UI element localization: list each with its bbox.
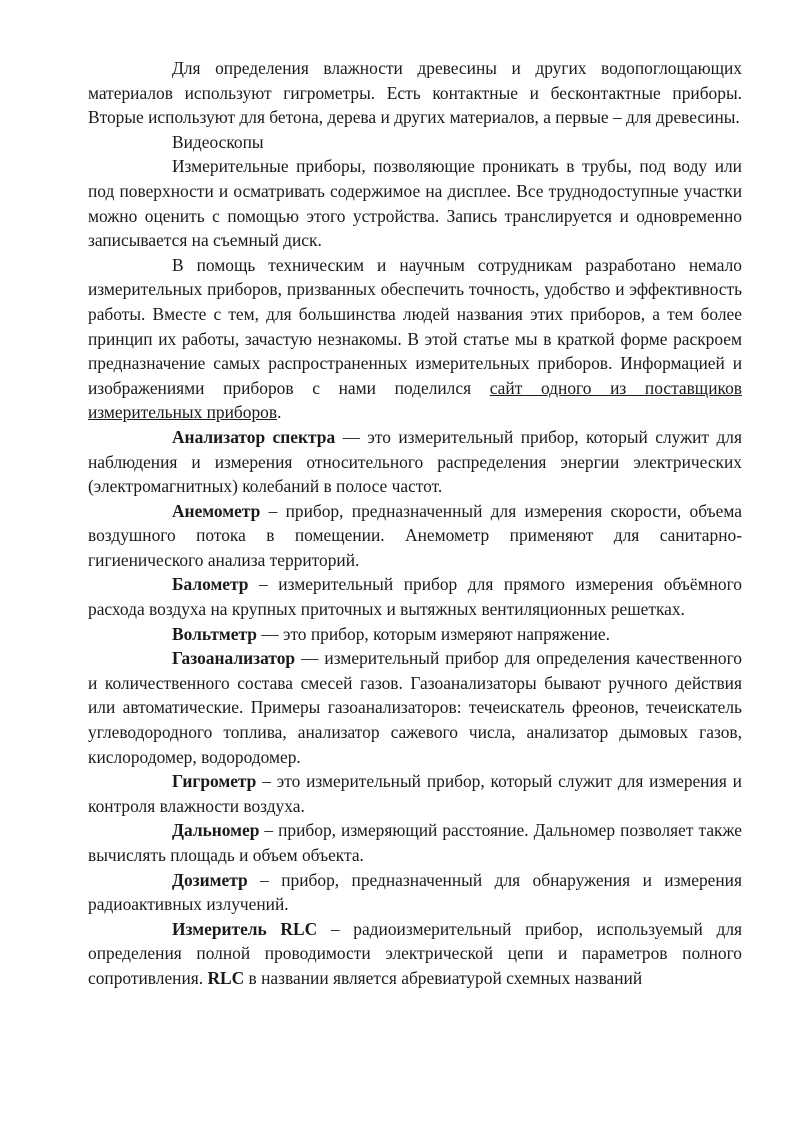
entry-text: – измерительный прибор для прямого измерения объёмного расхода воздуха на крупных приточных и вытяжных вентиляционных решетках.	[88, 574, 742, 620]
paragraph-videoscopes-heading: Видеоскопы	[172, 131, 264, 152]
entry-term: Анализатор спектра	[172, 426, 336, 447]
entry-hygrometer	[88, 769, 742, 818]
entry-dosimeter	[88, 868, 742, 917]
supplier-link[interactable]: сайт одного из поставщиков измерительных приборов	[88, 377, 742, 423]
entry-text: – радиоизмерительный прибор, используемый для определения полной проводимости электрической цепи и параметров полного сопротивления.	[88, 918, 742, 988]
entry-anemometer	[88, 499, 742, 573]
entry-term: Анемометр	[172, 500, 261, 521]
entry-term: Вольтметр	[172, 623, 257, 644]
entry-text: — это измерительный прибор, который служит для наблюдения и измерения относительного распределения энергии электрических (электромагнитных) колебаний в полосе частот.	[88, 426, 742, 497]
entry-text: — это прибор, которым измеряют напряжение.	[256, 623, 610, 644]
entry-voltmeter	[88, 622, 742, 647]
rlc-abbreviation: RLC	[207, 967, 245, 988]
entry-text: – прибор, предназначенный для измерения скорости, объема воздушного потока в помещении. Анемометр применяют для санитарно-гигиенического анализа территорий.	[88, 500, 742, 570]
paragraph-intro	[88, 253, 742, 425]
entry-text: – это измерительный прибор, который служит для измерения и контроля влажности воздуха.	[88, 771, 742, 816]
entry-term: Измеритель RLC	[172, 918, 318, 939]
document-page	[88, 56, 742, 991]
paragraph-hygrometer-usage: Для определения влажности древесины и других водопоглощающих материалов используют гигрометры. Есть контактные и бесконтактные приборы. Вторые используют для бетона, дерева и других материалов, а первые – для древесины.	[88, 58, 742, 128]
entry-term: Газоанализатор	[172, 648, 296, 669]
entry-rangefinder	[88, 818, 742, 867]
entry-text: — измерительный прибор для определения качественного и количественного состава смесей газов. Газоанализаторы бывают ручного действия или автоматические. Примеры газоанализаторов: течеискатель фреонов, течеискатель углеводородного топлива, анализатор сажевого числа, анализатор дымовых газов, кислородомер, водородомер.	[88, 648, 742, 767]
entry-text-continued: в названии является абревиатурой схемных названий	[244, 967, 643, 988]
paragraph-videoscopes: Измерительные приборы, позволяющие проникать в трубы, под воду или под поверхности и осматривать содержимое на дисплее. Все труднодоступные участки можно оценить с помощью этого устройства. Запись транслируется и одновременно записывается на съемный диск.	[88, 156, 742, 251]
entry-rlc-meter	[88, 917, 742, 991]
entry-term: Гигрометр	[172, 771, 257, 792]
entry-gas-analyzer	[88, 646, 742, 769]
entry-term: Дальномер	[172, 820, 260, 841]
entry-balometer	[88, 572, 742, 621]
entry-text: – прибор, предназначенный для обнаружения и измерения радиоактивных излучений.	[88, 869, 742, 915]
entry-term: Балометр	[172, 574, 249, 595]
entry-spectrum-analyzer	[88, 425, 742, 499]
intro-end: .	[277, 402, 282, 423]
entry-text: – прибор, измеряющий расстояние. Дальномер позволяет также вычислять площадь и объем объекта.	[88, 820, 742, 865]
entry-term: Дозиметр	[172, 869, 248, 890]
intro-text: В помощь техническим и научным сотрудникам разработано немало измерительных приборов, призванных обеспечить точность, удобство и эффективность работы. Вместе с тем, для большинства людей названия этих приборов, а тем более принцип их работы, зачастую незнакомы. В этой статье мы в краткой форме раскроем предназначение самых распространенных измерительных приборов. Информацией и изображениями приборов с нами поделился	[88, 254, 742, 398]
